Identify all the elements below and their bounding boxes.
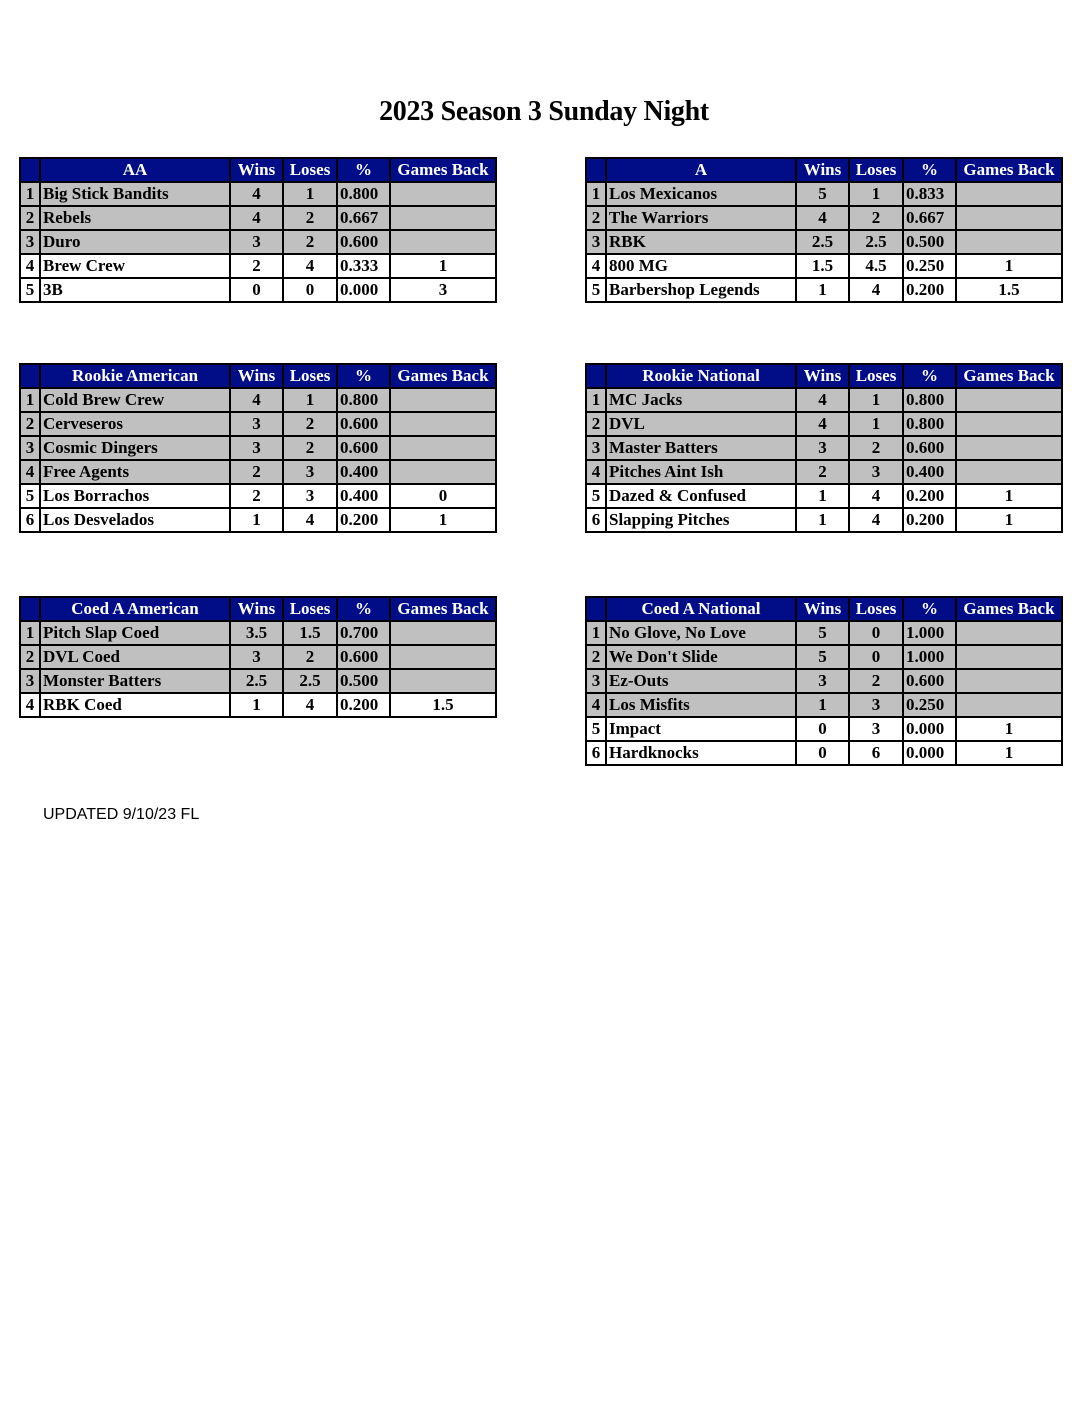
table-row (20, 388, 496, 412)
team-rank: 5 (586, 484, 606, 508)
team-name: Duro (40, 230, 230, 254)
team-wins: 3 (796, 669, 849, 693)
team-name: MC Jacks (606, 388, 796, 412)
team-loses: 2 (283, 645, 337, 669)
team-wins: 4 (796, 388, 849, 412)
team-games-back: 1 (956, 717, 1062, 741)
table-row (20, 484, 496, 508)
team-pct: 0.000 (903, 741, 956, 765)
table-row (20, 621, 496, 645)
header-games-back: Games Back (390, 597, 496, 621)
team-loses: 4 (283, 254, 337, 278)
team-rank: 3 (20, 669, 40, 693)
team-name: Master Batters (606, 436, 796, 460)
table-row (586, 436, 1062, 460)
team-pct: 0.800 (337, 388, 390, 412)
team-games-back: 0 (390, 484, 496, 508)
header-loses: Loses (283, 158, 337, 182)
table-row (20, 254, 496, 278)
table-header-row (20, 597, 496, 621)
team-wins: 2 (230, 254, 283, 278)
team-games-back (390, 436, 496, 460)
team-games-back (956, 460, 1062, 484)
standings-table-a (585, 157, 1063, 303)
team-wins: 5 (796, 182, 849, 206)
team-loses: 0 (283, 278, 337, 302)
standings-table-coed-a-american (19, 596, 497, 718)
team-games-back: 1 (390, 254, 496, 278)
team-pct: 0.200 (903, 278, 956, 302)
team-wins: 2 (230, 484, 283, 508)
header-wins: Wins (230, 364, 283, 388)
team-pct: 0.800 (337, 182, 390, 206)
team-games-back (390, 182, 496, 206)
header-rank-cell (20, 364, 40, 388)
team-wins: 5 (796, 645, 849, 669)
team-games-back: 1 (956, 484, 1062, 508)
header-division-name: Rookie American (40, 364, 230, 388)
table-row (20, 278, 496, 302)
table-row (20, 436, 496, 460)
team-rank: 5 (586, 278, 606, 302)
table-row (20, 645, 496, 669)
team-wins: 2.5 (796, 230, 849, 254)
header-wins: Wins (796, 364, 849, 388)
team-name: We Don't Slide (606, 645, 796, 669)
team-name: DVL (606, 412, 796, 436)
team-games-back: 1 (956, 741, 1062, 765)
team-loses: 4 (849, 278, 903, 302)
team-games-back (390, 460, 496, 484)
header-division-name: Coed A American (40, 597, 230, 621)
team-name: Rebels (40, 206, 230, 230)
team-games-back: 1 (956, 254, 1062, 278)
team-rank: 4 (586, 254, 606, 278)
header-loses: Loses (283, 597, 337, 621)
team-rank: 1 (20, 388, 40, 412)
team-games-back: 1 (390, 508, 496, 532)
team-loses: 0 (849, 621, 903, 645)
team-name: 3B (40, 278, 230, 302)
team-name: DVL Coed (40, 645, 230, 669)
team-pct: 1.000 (903, 645, 956, 669)
standings-table-rookie-national (585, 363, 1063, 533)
table-row (586, 621, 1062, 645)
team-pct: 1.000 (903, 621, 956, 645)
team-rank: 3 (586, 436, 606, 460)
header-pct: % (903, 158, 956, 182)
table-row (586, 254, 1062, 278)
table-row (586, 669, 1062, 693)
team-rank: 6 (20, 508, 40, 532)
team-games-back (956, 206, 1062, 230)
team-pct: 0.700 (337, 621, 390, 645)
team-name: RBK (606, 230, 796, 254)
header-rank-cell (20, 158, 40, 182)
team-games-back (390, 206, 496, 230)
team-name: RBK Coed (40, 693, 230, 717)
table-row (20, 460, 496, 484)
team-rank: 6 (586, 741, 606, 765)
team-rank: 3 (586, 669, 606, 693)
header-loses: Loses (849, 158, 903, 182)
team-rank: 4 (586, 460, 606, 484)
team-name: Hardknocks (606, 741, 796, 765)
team-games-back (390, 645, 496, 669)
team-wins: 3 (230, 436, 283, 460)
team-games-back (956, 412, 1062, 436)
team-games-back: 1.5 (390, 693, 496, 717)
table-row (586, 388, 1062, 412)
team-name: Cold Brew Crew (40, 388, 230, 412)
team-wins: 1 (796, 693, 849, 717)
team-games-back (390, 230, 496, 254)
team-games-back (956, 645, 1062, 669)
table-row (586, 182, 1062, 206)
team-games-back (390, 412, 496, 436)
team-wins: 2.5 (230, 669, 283, 693)
team-name: Los Misfits (606, 693, 796, 717)
header-rank-cell (586, 597, 606, 621)
team-pct: 0.200 (337, 508, 390, 532)
header-games-back: Games Back (956, 597, 1062, 621)
team-pct: 0.600 (337, 645, 390, 669)
table-row (20, 206, 496, 230)
team-rank: 4 (20, 460, 40, 484)
team-rank: 2 (20, 206, 40, 230)
team-pct: 0.400 (903, 460, 956, 484)
team-pct: 0.600 (903, 436, 956, 460)
team-pct: 0.000 (337, 278, 390, 302)
team-rank: 2 (586, 645, 606, 669)
team-wins: 3 (230, 230, 283, 254)
team-loses: 2 (849, 669, 903, 693)
team-rank: 5 (20, 278, 40, 302)
team-loses: 2 (283, 412, 337, 436)
updated-note: UPDATED 9/10/23 FL (43, 806, 200, 823)
team-wins: 4 (796, 206, 849, 230)
team-name: Pitch Slap Coed (40, 621, 230, 645)
header-loses: Loses (849, 364, 903, 388)
team-rank: 3 (586, 230, 606, 254)
table-header-row (20, 158, 496, 182)
team-pct: 0.500 (903, 230, 956, 254)
team-rank: 1 (586, 621, 606, 645)
team-name: Cosmic Dingers (40, 436, 230, 460)
team-wins: 0 (796, 717, 849, 741)
header-division-name: A (606, 158, 796, 182)
team-games-back: 3 (390, 278, 496, 302)
team-loses: 0 (849, 645, 903, 669)
standings-table-coed-a-national (585, 596, 1063, 766)
table-header-row (586, 597, 1062, 621)
team-name: The Warriors (606, 206, 796, 230)
team-wins: 1 (796, 484, 849, 508)
team-games-back (390, 669, 496, 693)
team-rank: 5 (586, 717, 606, 741)
table-row (586, 508, 1062, 532)
team-loses: 2 (283, 230, 337, 254)
team-wins: 0 (230, 278, 283, 302)
team-pct: 0.250 (903, 693, 956, 717)
team-loses: 3 (283, 484, 337, 508)
team-loses: 2 (849, 206, 903, 230)
header-games-back: Games Back (390, 364, 496, 388)
header-division-name: AA (40, 158, 230, 182)
team-pct: 0.400 (337, 460, 390, 484)
team-wins: 1 (230, 508, 283, 532)
team-rank: 1 (586, 182, 606, 206)
team-pct: 0.800 (903, 412, 956, 436)
team-wins: 1 (796, 278, 849, 302)
header-pct: % (337, 158, 390, 182)
team-loses: 3 (849, 693, 903, 717)
team-wins: 3.5 (230, 621, 283, 645)
team-name: Los Mexicanos (606, 182, 796, 206)
header-games-back: Games Back (956, 158, 1062, 182)
team-wins: 3 (230, 645, 283, 669)
team-rank: 1 (20, 621, 40, 645)
header-pct: % (903, 597, 956, 621)
team-loses: 6 (849, 741, 903, 765)
team-rank: 5 (20, 484, 40, 508)
team-loses: 4 (283, 508, 337, 532)
team-pct: 0.667 (903, 206, 956, 230)
table-header-row (586, 158, 1062, 182)
team-loses: 2 (849, 436, 903, 460)
table-row (586, 460, 1062, 484)
team-pct: 0.200 (337, 693, 390, 717)
header-loses: Loses (283, 364, 337, 388)
team-loses: 4 (849, 484, 903, 508)
team-games-back: 1.5 (956, 278, 1062, 302)
table-row (586, 484, 1062, 508)
team-wins: 2 (230, 460, 283, 484)
team-pct: 0.200 (903, 508, 956, 532)
team-wins: 4 (796, 412, 849, 436)
header-rank-cell (586, 364, 606, 388)
team-games-back (390, 621, 496, 645)
team-pct: 0.250 (903, 254, 956, 278)
team-games-back (956, 693, 1062, 717)
table-row (20, 412, 496, 436)
team-name: Los Borrachos (40, 484, 230, 508)
team-name: Dazed & Confused (606, 484, 796, 508)
team-rank: 3 (20, 230, 40, 254)
team-loses: 2.5 (283, 669, 337, 693)
team-loses: 1.5 (283, 621, 337, 645)
team-wins: 4 (230, 388, 283, 412)
standings-table-rookie-american (19, 363, 497, 533)
table-row (586, 693, 1062, 717)
team-wins: 1 (230, 693, 283, 717)
header-wins: Wins (796, 597, 849, 621)
team-games-back (956, 388, 1062, 412)
team-rank: 2 (586, 412, 606, 436)
team-name: Impact (606, 717, 796, 741)
table-row (586, 645, 1062, 669)
team-pct: 0.833 (903, 182, 956, 206)
team-loses: 1 (849, 412, 903, 436)
team-wins: 5 (796, 621, 849, 645)
header-games-back: Games Back (390, 158, 496, 182)
team-name: Big Stick Bandits (40, 182, 230, 206)
team-loses: 3 (283, 460, 337, 484)
header-games-back: Games Back (956, 364, 1062, 388)
table-row (586, 741, 1062, 765)
table-row (20, 693, 496, 717)
team-pct: 0.333 (337, 254, 390, 278)
table-header-row (20, 364, 496, 388)
team-rank: 4 (20, 693, 40, 717)
header-division-name: Coed A National (606, 597, 796, 621)
team-loses: 4.5 (849, 254, 903, 278)
team-loses: 1 (283, 388, 337, 412)
team-name: Barbershop Legends (606, 278, 796, 302)
team-name: Slapping Pitches (606, 508, 796, 532)
standings-table-aa (19, 157, 497, 303)
table-row (20, 508, 496, 532)
team-games-back (956, 182, 1062, 206)
team-rank: 3 (20, 436, 40, 460)
team-name: Cerveseros (40, 412, 230, 436)
team-rank: 2 (586, 206, 606, 230)
team-rank: 4 (20, 254, 40, 278)
team-wins: 4 (230, 182, 283, 206)
team-wins: 0 (796, 741, 849, 765)
table-row (586, 412, 1062, 436)
table-row (586, 206, 1062, 230)
team-pct: 0.600 (337, 412, 390, 436)
table-row (586, 230, 1062, 254)
team-pct: 0.667 (337, 206, 390, 230)
team-loses: 2 (283, 206, 337, 230)
header-rank-cell (586, 158, 606, 182)
team-name: Monster Batters (40, 669, 230, 693)
team-loses: 3 (849, 717, 903, 741)
team-loses: 4 (849, 508, 903, 532)
team-name: 800 MG (606, 254, 796, 278)
team-rank: 2 (20, 645, 40, 669)
header-pct: % (337, 597, 390, 621)
team-pct: 0.500 (337, 669, 390, 693)
team-name: Pitches Aint Ish (606, 460, 796, 484)
team-wins: 1 (796, 508, 849, 532)
team-games-back: 1 (956, 508, 1062, 532)
team-wins: 3 (230, 412, 283, 436)
table-row (586, 717, 1062, 741)
team-loses: 3 (849, 460, 903, 484)
team-name: Los Desvelados (40, 508, 230, 532)
team-name: No Glove, No Love (606, 621, 796, 645)
team-pct: 0.600 (903, 669, 956, 693)
team-name: Free Agents (40, 460, 230, 484)
team-loses: 2.5 (849, 230, 903, 254)
team-games-back (956, 621, 1062, 645)
team-games-back (956, 436, 1062, 460)
team-loses: 4 (283, 693, 337, 717)
header-rank-cell (20, 597, 40, 621)
header-division-name: Rookie National (606, 364, 796, 388)
team-games-back (956, 230, 1062, 254)
table-header-row (586, 364, 1062, 388)
header-pct: % (337, 364, 390, 388)
header-pct: % (903, 364, 956, 388)
header-wins: Wins (796, 158, 849, 182)
page-title: 2023 Season 3 Sunday Night (379, 96, 709, 127)
team-name: Brew Crew (40, 254, 230, 278)
team-games-back (956, 669, 1062, 693)
team-wins: 4 (230, 206, 283, 230)
table-row (20, 182, 496, 206)
team-rank: 1 (20, 182, 40, 206)
team-rank: 4 (586, 693, 606, 717)
team-pct: 0.600 (337, 436, 390, 460)
team-pct: 0.400 (337, 484, 390, 508)
header-wins: Wins (230, 158, 283, 182)
team-name: Ez-Outs (606, 669, 796, 693)
team-rank: 1 (586, 388, 606, 412)
table-row (20, 669, 496, 693)
team-pct: 0.800 (903, 388, 956, 412)
team-pct: 0.000 (903, 717, 956, 741)
team-wins: 3 (796, 436, 849, 460)
team-wins: 2 (796, 460, 849, 484)
team-games-back (390, 388, 496, 412)
team-pct: 0.600 (337, 230, 390, 254)
team-rank: 6 (586, 508, 606, 532)
header-loses: Loses (849, 597, 903, 621)
team-loses: 1 (283, 182, 337, 206)
team-wins: 1.5 (796, 254, 849, 278)
team-loses: 2 (283, 436, 337, 460)
team-pct: 0.200 (903, 484, 956, 508)
table-row (586, 278, 1062, 302)
team-rank: 2 (20, 412, 40, 436)
table-row (20, 230, 496, 254)
team-loses: 1 (849, 182, 903, 206)
header-wins: Wins (230, 597, 283, 621)
team-loses: 1 (849, 388, 903, 412)
